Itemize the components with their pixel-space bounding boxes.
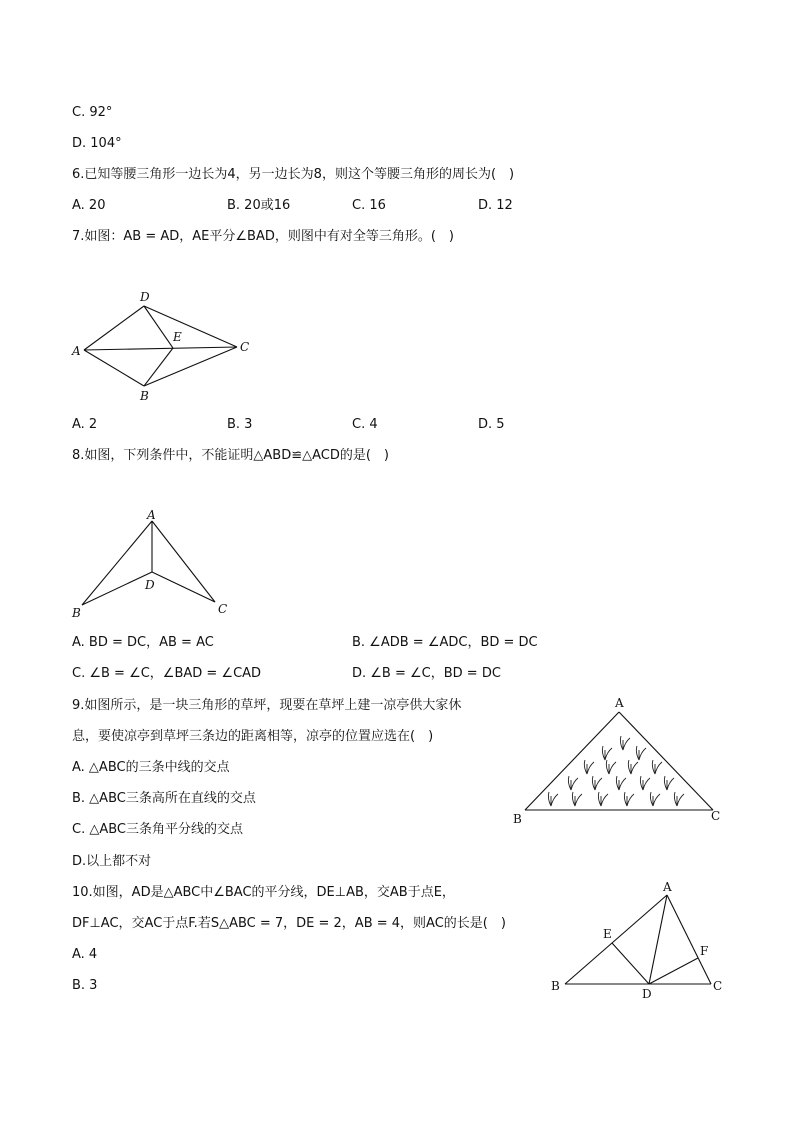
q5-option-d: D. 104°: [72, 136, 122, 151]
grass-pattern: [548, 736, 684, 806]
q7-option-a: A. 2: [72, 417, 98, 432]
q7-label-d: D: [140, 290, 150, 304]
q9-lawn-figure: [505, 690, 735, 830]
q10-stem-line1: 10.如图，AD是△ABC中∠BAC的平分线，DE⊥AB，交AB于点E，: [72, 885, 455, 900]
q7-label-c: C: [240, 340, 250, 354]
q10-label-e: E: [603, 927, 612, 941]
q7-label-b: B: [140, 389, 149, 403]
q6-option-a: A. 20: [72, 198, 106, 213]
q10-label-a: A: [663, 880, 672, 894]
q10-label-c: C: [713, 979, 723, 993]
q8-option-c: C. ∠B = ∠C，∠BAD = ∠CAD: [72, 666, 262, 681]
q8-label-b: B: [72, 606, 81, 620]
q7-stem: 7.如图：AB = AD，AE平分∠BAD，则图中有对全等三角形。( ): [72, 229, 455, 244]
q9-label-b: B: [513, 812, 522, 826]
q7-option-b: B. 3: [227, 417, 253, 432]
q10-stem-line2: DF⊥AC，交AC于点F.若S△ABC = 7，DE = 2，AB = 4，则AC的长是( ): [72, 916, 506, 931]
q6-option-b: B. 20或16: [227, 198, 291, 213]
q8-stem: 8.如图，下列条件中，不能证明△ABD≌△ACD的是( ): [72, 448, 390, 463]
q7-label-e: E: [173, 330, 182, 344]
q9-option-c: C. △ABC三条角平分线的交点: [72, 822, 243, 837]
q10-label-d: D: [642, 987, 652, 1001]
q7-figure: [60, 285, 260, 405]
q7-option-c: C. 4: [352, 417, 378, 432]
q9-label-a: A: [615, 696, 624, 710]
q6-option-c: C. 16: [352, 198, 386, 213]
q9-label-c: C: [711, 809, 721, 823]
q10-option-a: A. 4: [72, 947, 98, 962]
q9-option-d: D.以上都不对: [72, 854, 152, 869]
q5-option-c: C. 92°: [72, 105, 113, 120]
q9-option-b: B. △ABC三条高所在直线的交点: [72, 791, 256, 806]
q8-label-a: A: [147, 508, 156, 522]
q9-stem-line2: 息，要使凉亭到草坪三条边的距离相等，凉亭的位置应选在( ): [72, 729, 434, 744]
q9-option-a: A. △ABC的三条中线的交点: [72, 760, 230, 775]
q9-stem-line1: 9.如图所示，是一块三角形的草坪，现要在草坪上建一凉亭供大家休: [72, 698, 462, 713]
q10-figure: [545, 878, 735, 1003]
q10-label-f: F: [700, 944, 709, 958]
q6-option-d: D. 12: [478, 198, 513, 213]
q10-option-b: B. 3: [72, 978, 98, 993]
q7-label-a: A: [72, 344, 81, 358]
q8-label-c: C: [218, 602, 228, 616]
q8-option-d: D. ∠B = ∠C，BD = DC: [352, 666, 501, 681]
q8-figure: [62, 505, 242, 623]
q7-option-d: D. 5: [478, 417, 505, 432]
q10-label-b: B: [551, 979, 560, 993]
q8-option-a: A. BD = DC，AB = AC: [72, 635, 214, 650]
q6-stem: 6.已知等腰三角形一边长为4，另一边长为8，则这个等腰三角形的周长为( ): [72, 167, 515, 182]
q8-label-d: D: [145, 578, 155, 592]
q8-option-b: B. ∠ADB = ∠ADC，BD = DC: [352, 635, 538, 650]
